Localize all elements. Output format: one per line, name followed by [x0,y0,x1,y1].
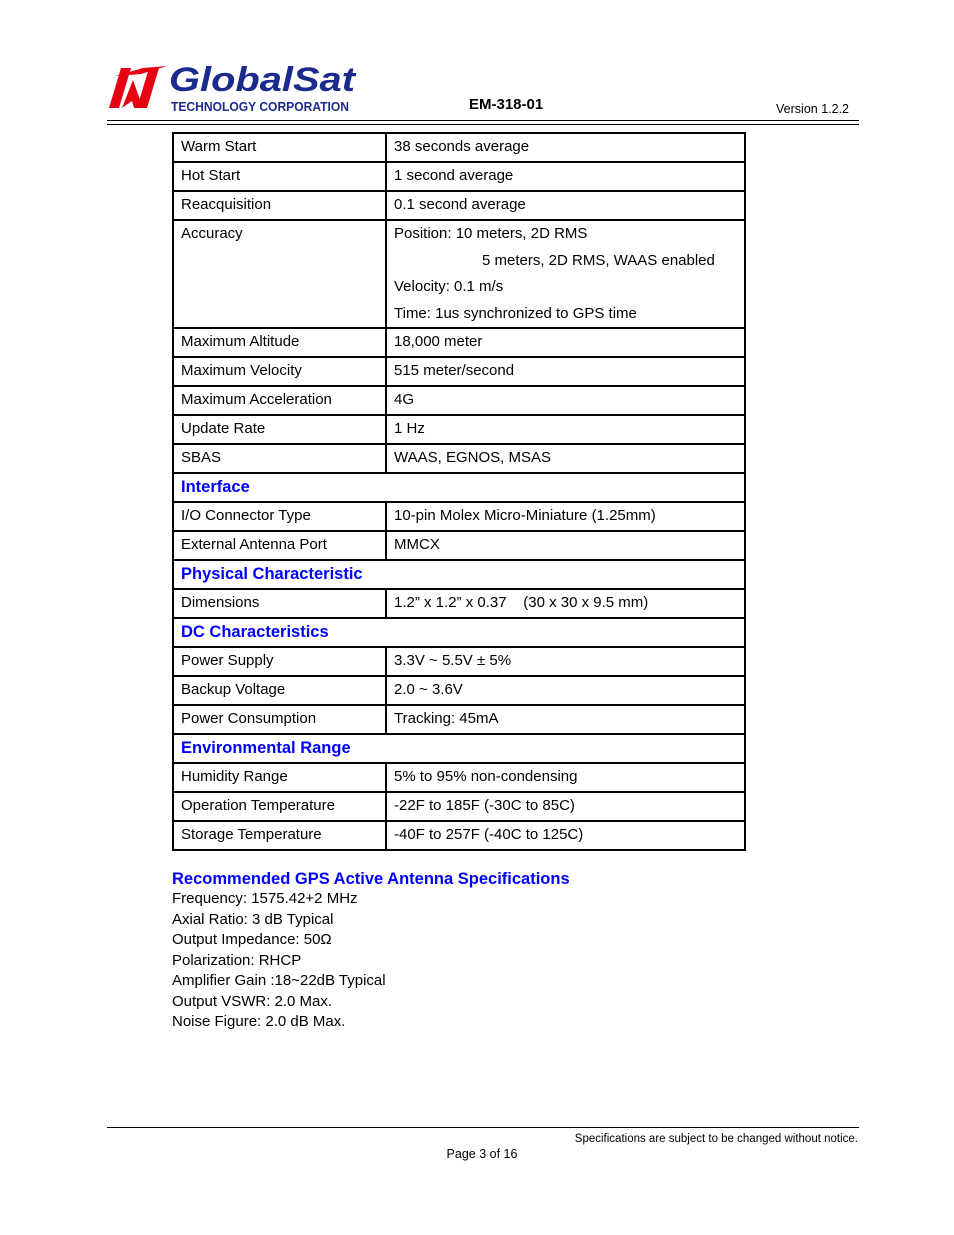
antenna-spec-line: Amplifier Gain :18~22dB Typical [172,972,386,989]
row-key: Power Consumption [173,705,386,734]
section-header-row [173,734,745,763]
row-key: Maximum Altitude [173,328,386,357]
table-row [173,676,745,705]
version-label: Version 1.2.2 [776,102,849,116]
table-row [173,647,745,676]
table-row [173,191,745,220]
section-title-environmental: Environmental Range [173,734,745,763]
table-row [173,821,745,850]
row-key: Operation Temperature [173,792,386,821]
row-value: 0.1 second average [386,191,745,220]
row-key: Dimensions [173,589,386,618]
accuracy-line: 5 meters, 2D RMS, WAAS enabled [482,251,715,269]
antenna-spec-line: Polarization: RHCP [172,951,302,969]
antenna-specs [172,869,570,1033]
table-row [173,386,745,415]
accuracy-line: Position: 10 meters, 2D RMS [394,225,588,242]
row-key: Maximum Acceleration [173,386,386,415]
row-value: 1 Hz [386,415,745,444]
table-row [173,705,745,734]
table-row [173,357,745,386]
row-key: Power Supply [173,647,386,676]
row-value: 1.2” x 1.2” x 0.37 (30 x 30 x 9.5 mm) [386,589,745,618]
table-row [173,162,745,191]
page-number: Page 3 of 16 [446,1147,518,1161]
row-value: MMCX [386,531,745,560]
row-value [386,220,745,328]
row-key: External Antenna Port [173,531,386,560]
row-key: Reacquisition [173,191,386,220]
row-key: I/O Connector Type [173,502,386,531]
row-key: Warm Start [173,133,386,162]
header-rule-bottom [107,124,859,125]
section-title-physical: Physical Characteristic [173,560,745,589]
document-id: EM-318-01 [469,96,544,113]
table-row [173,133,745,162]
table-row [173,328,745,357]
row-key: Maximum Velocity [173,357,386,386]
table-row [173,415,745,444]
table-row [173,531,745,560]
row-key: Storage Temperature [173,821,386,850]
section-header-row [173,618,745,647]
antenna-spec-line: Output Impedance: 50Ω [172,931,332,948]
section-title-interface: Interface [173,473,745,502]
row-value: 2.0 ~ 3.6V [386,676,745,705]
accuracy-line: Velocity: 0.1 m/s [394,278,504,295]
table-row [173,589,745,618]
spec-table [172,132,746,851]
table-row [173,502,745,531]
antenna-spec-line: Noise Figure: 2.0 dB Max. [172,1013,346,1030]
table-row [173,792,745,821]
row-value: 3.3V ~ 5.5V ± 5% [386,647,745,676]
table-row [173,444,745,473]
antenna-spec-line: Frequency: 1575.42+2 MHz [172,890,358,907]
page-header [107,60,859,124]
table-row [173,763,745,792]
row-key: Hot Start [173,162,386,191]
row-value: 5% to 95% non-condensing [386,763,745,792]
header-rule-top [107,120,859,121]
row-key: Update Rate [173,415,386,444]
row-key: Backup Voltage [173,676,386,705]
accuracy-row [173,220,745,328]
accuracy-line: Time: 1us synchronized to GPS time [394,304,637,322]
row-value: -40F to 257F (-40C to 125C) [386,821,745,850]
footer-notice: Specifications are subject to be changed without notice. [574,1133,858,1145]
section-header-row [173,473,745,502]
antenna-spec-line: Output VSWR: 2.0 Max. [172,992,333,1010]
row-value: 4G [386,386,745,415]
section-title-dc: DC Characteristics [173,618,745,647]
row-value: 515 meter/second [386,357,745,386]
row-value: 10-pin Molex Micro-Miniature (1.25mm) [386,502,745,531]
logo-mark-icon [109,66,167,108]
section-header-row [173,560,745,589]
logo-subtext: TECHNOLOGY CORPORATION [171,100,349,114]
globalsat-logo [107,64,357,114]
row-value: -22F to 185F (-30C to 85C) [386,792,745,821]
antenna-spec-line: Axial Ratio: 3 dB Typical [172,910,334,928]
row-key: Humidity Range [173,763,386,792]
row-value: 38 seconds average [386,133,745,162]
antenna-section-title: Recommended GPS Active Antenna Specifications [172,870,570,888]
row-value: 18,000 meter [386,328,745,357]
row-value: Tracking: 45mA [386,705,745,734]
footer-rule [107,1127,859,1128]
row-value: WAAS, EGNOS, MSAS [386,444,745,473]
row-key: SBAS [173,444,386,473]
logo-text: GlobalSat [169,64,357,99]
row-key: Accuracy [173,220,386,328]
row-value: 1 second average [386,162,745,191]
